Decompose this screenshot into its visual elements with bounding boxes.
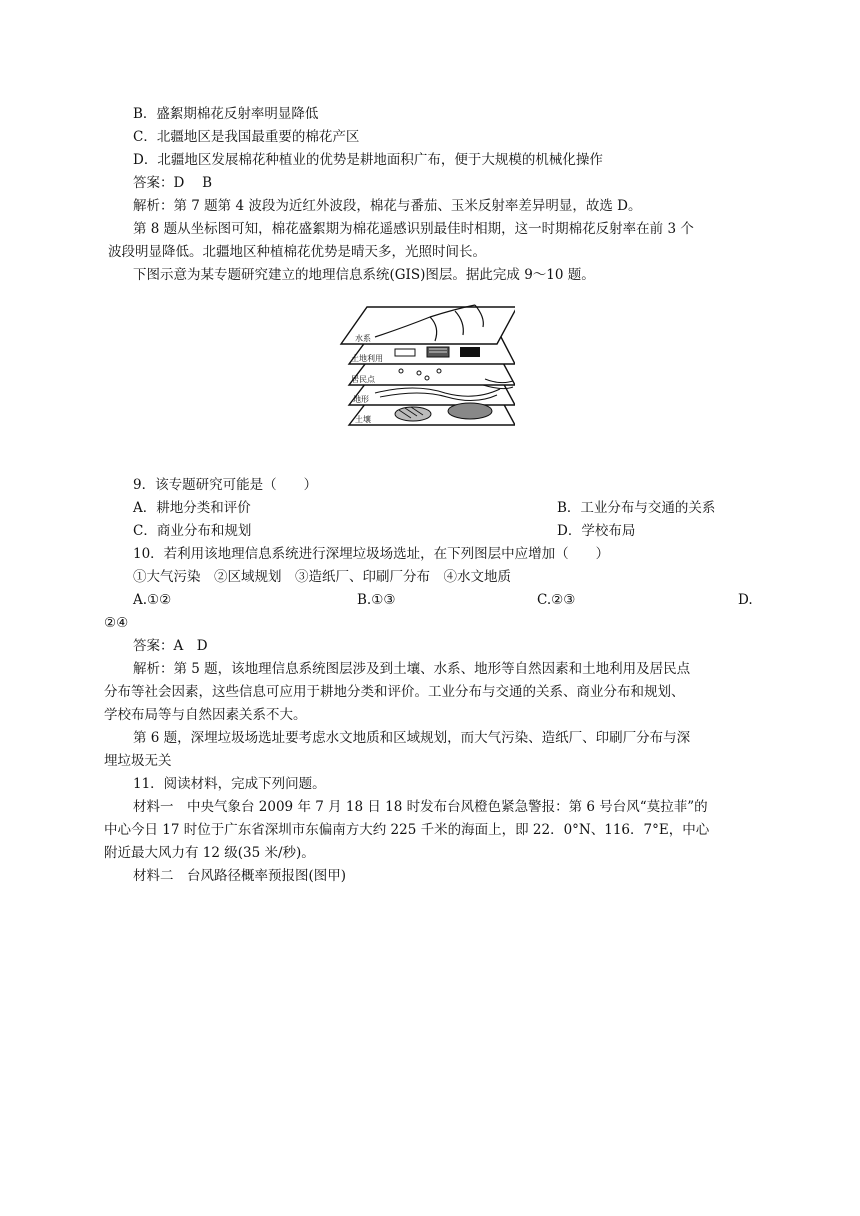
analysis-10-line1: 第 6 题，深埋垃圾场选址要考虑水文地质和区域规划，而大气污染、造纸厂、印刷厂分布与深 <box>133 730 691 746</box>
q10-option-a: A.①② <box>133 592 172 608</box>
q10-option-c: C.②③ <box>537 592 576 608</box>
label-landuse: 土地利用 <box>351 354 383 363</box>
q10-items: ①大气污染 ②区域规划 ③造纸厂、印刷厂分布 ④水文地质 <box>133 569 511 585</box>
q10-option-b: B.①③ <box>357 592 396 608</box>
landuse-blocks <box>395 347 480 357</box>
q8-option-b: B．盛絮期棉花反射率明显降低 <box>133 106 319 122</box>
label-water: 水系 <box>355 334 371 343</box>
label-settlement: 居民点 <box>351 375 375 384</box>
q9-option-c: C．商业分布和规划 <box>133 523 252 539</box>
label-terrain: 地形 <box>353 395 369 404</box>
q8-option-c: C．北疆地区是我国最重要的棉花产区 <box>133 129 360 145</box>
q10-option-d-value: ②④ <box>104 615 129 631</box>
analysis-10-line2: 埋垃圾无关 <box>104 753 172 769</box>
analysis-9-line1: 解析：第 5 题，该地理信息系统图层涉及到土壤、水系、地形等自然因素和土地利用及居民点 <box>133 661 691 677</box>
analysis-9-line2: 分布等社会因素，这些信息可应用于耕地分类和评价。工业分布与交通的关系、商业分布和规划、 <box>104 684 685 700</box>
gis-layers-figure <box>335 297 515 447</box>
q9-option-d: D．学校布局 <box>557 523 636 539</box>
q10-stem: 10．若利用该地理信息系统进行深埋垃圾场选址，在下列图层中应增加（ ） <box>133 546 610 562</box>
intro-9-10: 下图示意为某专题研究建立的地理信息系统(GIS)图层。据此完成 9～10 题。 <box>133 267 595 283</box>
answer-7-8: 答案：D B <box>133 175 213 191</box>
q9-stem: 9．该专题研究可能是（ ） <box>133 477 318 493</box>
analysis-9-line3: 学校布局等与自然因素关系不大。 <box>104 707 307 723</box>
q8-option-d: D．北疆地区发展棉花种植业的优势是耕地面积广布，便于大规模的机械化操作 <box>133 152 603 168</box>
material1-line3: 附近最大风力有 12 级(35 米/秒)。 <box>104 845 315 861</box>
analysis-8-line1: 第 8 题从坐标图可知，棉花盛絮期为棉花遥感识别最佳时相期，这一时期棉花反射率在前 3 个 <box>133 221 694 237</box>
material1-line1: 材料一 中央气象台 2009 年 7 月 18 日 18 时发布台风橙色紧急警报：第 6 号台风“莫拉菲”的 <box>133 799 708 815</box>
label-soil: 土壤 <box>355 415 371 424</box>
analysis-8-line2: 波段明显降低。北疆地区种植棉花优势是晴天多，光照时间长。 <box>108 244 486 260</box>
q9-option-a: A．耕地分类和评价 <box>133 500 251 516</box>
material2: 材料二 台风路径概率预报图(图甲) <box>133 868 347 884</box>
q9-option-b: B．工业分布与交通的关系 <box>557 500 716 516</box>
analysis-7: 解析：第 7 题第 4 波段为近红外波段，棉花与番茄、玉米反射率差异明显，故选 D。 <box>133 198 642 214</box>
material1-line2: 中心今日 17 时位于广东省深圳市东偏南方大约 225 千米的海面上，即 22．0°N、116．7°E，中心 <box>104 822 710 838</box>
q10-option-d-label: D. <box>738 592 753 608</box>
answer-9-10: 答案：A D <box>133 638 208 654</box>
q11-stem: 11．阅读材料，完成下列问题。 <box>133 776 326 792</box>
